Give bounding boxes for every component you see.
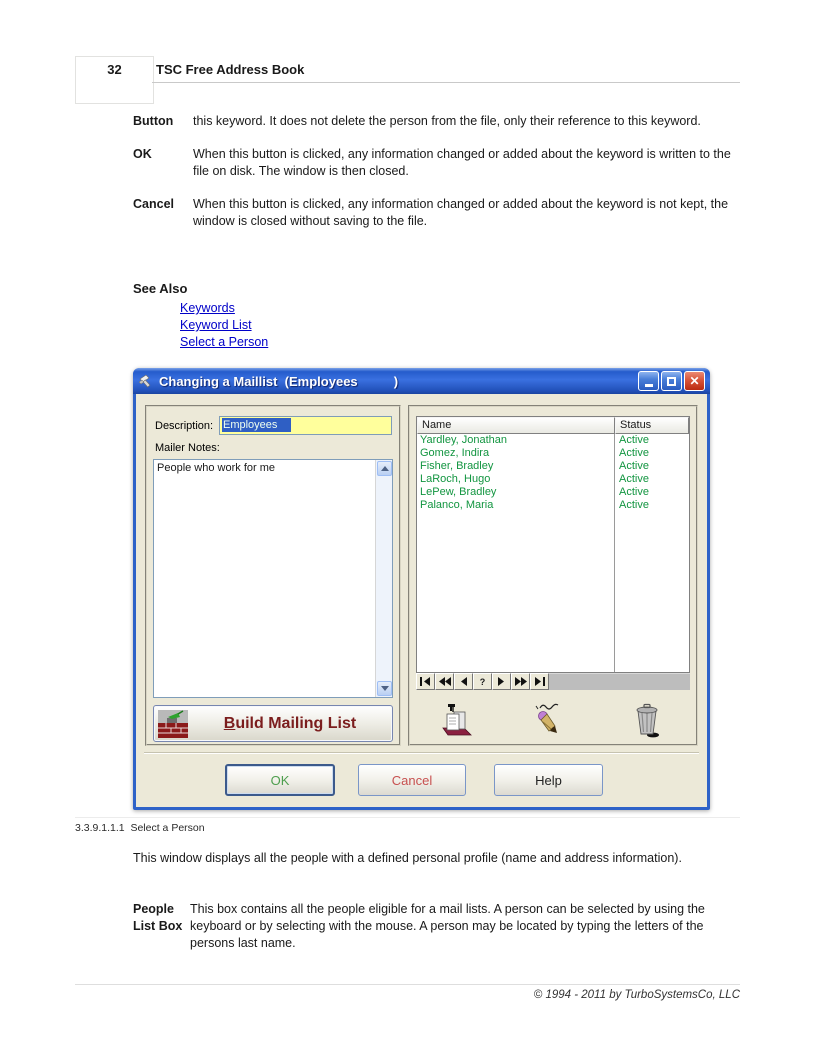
hammer-icon bbox=[138, 373, 154, 389]
definition-term: People List Box bbox=[133, 902, 183, 933]
nav-last-button[interactable] bbox=[530, 673, 549, 690]
printer-icon[interactable] bbox=[440, 700, 474, 740]
header-rule bbox=[152, 82, 740, 83]
definition-term: OK bbox=[133, 147, 152, 161]
person-name: Palanco, Maria bbox=[420, 499, 494, 511]
link-select-a-person[interactable]: Select a Person bbox=[180, 335, 269, 349]
next-icon bbox=[498, 677, 505, 686]
see-also-section bbox=[133, 281, 268, 351]
dialog-title: Changing a Maillist (Employees ) bbox=[159, 373, 399, 389]
scroll-up-button[interactable] bbox=[377, 461, 392, 476]
person-status: Active bbox=[619, 486, 649, 498]
brick-wall-trowel-icon bbox=[158, 710, 188, 738]
maximize-icon bbox=[667, 377, 676, 386]
mailer-notes-text: People who work for me bbox=[157, 462, 275, 474]
definition-text: This box contains all the people eligible for a mail lists. A person can be selected by using the keyboard or by selecting with the mouse. A person may be located by typing the letters of the persons last name. bbox=[190, 902, 705, 950]
body-paragraph: This window displays all the people with a defined personal profile (name and address information). bbox=[133, 851, 682, 865]
scroll-down-button[interactable] bbox=[377, 681, 392, 696]
table-row[interactable] bbox=[417, 434, 689, 447]
table-header bbox=[417, 417, 689, 434]
build-mailing-list-button[interactable] bbox=[153, 705, 393, 742]
description-selected-text: Employees bbox=[222, 418, 291, 432]
person-name: Fisher, Bradley bbox=[420, 460, 494, 472]
dialog-body bbox=[136, 394, 707, 807]
notes-scrollbar[interactable] bbox=[375, 460, 392, 697]
person-name: Gomez, Indira bbox=[420, 447, 490, 459]
definition-text: When this button is clicked, any information changed or added about the keyword is written to the file on disk. The window is then closed. bbox=[193, 147, 731, 178]
description-label: Description: bbox=[155, 420, 214, 432]
mailer-notes-label: Mailer Notes: bbox=[155, 442, 220, 454]
definition-text: When this button is clicked, any information changed or added about the keyword is not kept, the window is closed without saving to the file. bbox=[193, 197, 729, 228]
link-keyword-list[interactable]: Keyword List bbox=[180, 318, 252, 332]
definition-row bbox=[133, 146, 740, 180]
definition-term: Button bbox=[133, 114, 174, 128]
table-row[interactable] bbox=[417, 499, 689, 512]
changing-maillist-dialog bbox=[133, 368, 710, 810]
person-status: Active bbox=[619, 460, 649, 472]
see-also-heading: See Also bbox=[133, 281, 188, 296]
copyright: © 1994 - 2011 by TurboSystemsCo, LLC bbox=[533, 989, 740, 1001]
last-record-icon bbox=[534, 677, 545, 686]
pencil-icon[interactable] bbox=[528, 700, 562, 740]
maximize-button[interactable] bbox=[661, 371, 682, 391]
chevron-down-icon bbox=[381, 686, 389, 691]
chevron-up-icon bbox=[381, 466, 389, 471]
people-list-panel bbox=[408, 405, 698, 746]
table-rows bbox=[417, 434, 689, 672]
fast-forward-icon bbox=[515, 677, 527, 686]
table-row[interactable] bbox=[417, 473, 689, 486]
definition-row bbox=[133, 113, 740, 130]
rewind-icon bbox=[439, 677, 451, 686]
person-status: Active bbox=[619, 434, 649, 446]
person-name: LePew, Bradley bbox=[420, 486, 497, 498]
dialog-titlebar bbox=[133, 368, 710, 394]
person-status: Active bbox=[619, 447, 649, 459]
nav-forward-button[interactable] bbox=[511, 673, 530, 690]
definition-term: Cancel bbox=[133, 197, 174, 211]
table-row[interactable] bbox=[417, 447, 689, 460]
minimize-button[interactable] bbox=[638, 371, 659, 391]
nav-next-button[interactable] bbox=[492, 673, 511, 690]
people-list-box-definition bbox=[133, 901, 740, 952]
definition-list bbox=[133, 113, 740, 246]
people-table bbox=[416, 416, 690, 673]
definition-text: this keyword. It does not delete the person from the file, only their reference to this keyword. bbox=[193, 114, 701, 128]
button-separator bbox=[144, 752, 699, 754]
page-number: 32 bbox=[107, 62, 122, 77]
person-name: LaRoch, Hugo bbox=[420, 473, 491, 485]
definition-row bbox=[133, 196, 740, 230]
nav-previous-button[interactable] bbox=[454, 673, 473, 690]
table-row[interactable] bbox=[417, 486, 689, 499]
maillist-edit-panel bbox=[145, 405, 401, 746]
nav-rewind-button[interactable] bbox=[435, 673, 454, 690]
nav-help-button[interactable]: ? bbox=[473, 673, 492, 690]
column-header-name: Name bbox=[417, 417, 615, 434]
column-header-status: Status bbox=[615, 417, 689, 434]
person-name: Yardley, Jonathan bbox=[420, 434, 508, 446]
table-row[interactable] bbox=[417, 460, 689, 473]
caption-rule bbox=[75, 817, 740, 818]
close-icon: ✕ bbox=[689, 374, 700, 388]
link-keywords[interactable]: Keywords bbox=[180, 301, 235, 315]
footer-rule bbox=[75, 984, 740, 985]
help-button[interactable]: Help bbox=[494, 764, 603, 796]
ok-button[interactable]: OK bbox=[225, 764, 335, 796]
build-button-label: Build Mailing List bbox=[223, 714, 357, 732]
document-title: TSC Free Address Book bbox=[156, 62, 305, 77]
close-button[interactable] bbox=[684, 371, 705, 391]
nav-first-button[interactable] bbox=[416, 673, 435, 690]
first-record-icon bbox=[420, 677, 431, 686]
column-divider bbox=[614, 434, 615, 672]
person-status: Active bbox=[619, 473, 649, 485]
trash-icon[interactable] bbox=[630, 700, 664, 740]
description-input[interactable] bbox=[219, 416, 392, 435]
record-navigator bbox=[416, 673, 690, 690]
cancel-button[interactable]: Cancel bbox=[358, 764, 466, 796]
person-status: Active bbox=[619, 499, 649, 511]
minimize-icon bbox=[645, 384, 653, 387]
previous-icon bbox=[460, 677, 467, 686]
section-caption: 3.3.9.1.1.1 Select a Person bbox=[75, 822, 205, 834]
nav-scroll-strip[interactable] bbox=[549, 673, 690, 690]
mailer-notes-textarea[interactable] bbox=[153, 459, 393, 698]
